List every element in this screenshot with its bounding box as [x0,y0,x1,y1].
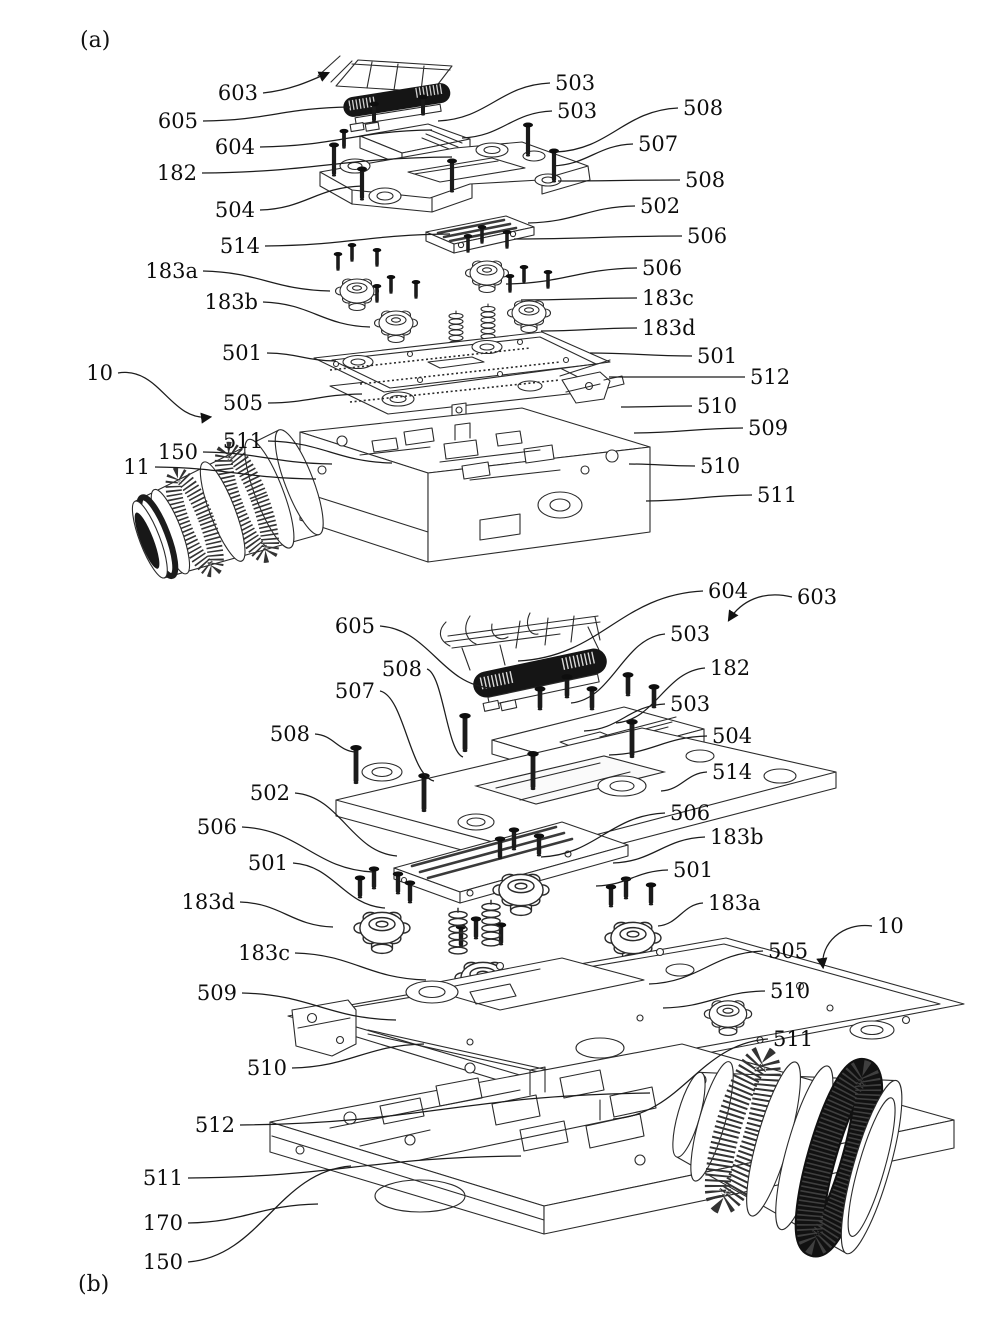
part-label-504-b-50: 504 [712,724,753,748]
part-label-150-a-12: 150 [157,440,198,464]
part-label-511-a-29: 511 [757,483,798,507]
part-label-514-a-5: 514 [219,234,260,258]
part-label-11-a-13: 11 [123,455,150,479]
part-label-604-a-2: 604 [214,135,255,159]
part-label-510-b-40: 510 [246,1056,287,1080]
part-label-507-a-17: 507 [638,132,679,156]
part-label-501-a-24: 501 [697,344,738,368]
part-label-10-a-9: 10 [86,361,113,385]
leader-line-502-a-19 [528,206,635,223]
leader-line-183a-a-6 [203,271,330,291]
leader-line-605-a-1 [203,107,350,121]
leader-line-509-a-27 [634,428,743,433]
leader-line-508-b-33 [315,734,356,752]
panel-b-tag: (b) [78,1272,110,1297]
part-label-603-b-46: 603 [797,585,838,609]
leader-line-183c-b-38 [295,953,426,980]
leader-line-514-a-5 [265,234,450,246]
part-label-502-b-34: 502 [249,781,290,805]
part-label-511-b-59: 511 [773,1027,814,1051]
leader-line-510-a-26 [621,406,692,407]
part-label-510-a-26: 510 [697,394,738,418]
part-label-183a-b-55: 183a [708,891,761,915]
part-label-183c-b-38: 183c [238,941,290,965]
part-label-506-a-21: 506 [642,256,683,280]
part-label-604-b-45: 604 [708,579,749,603]
part-label-510-b-58: 510 [770,979,811,1003]
part-label-511-a-11: 511 [222,429,263,453]
part-label-501-a-8: 501 [221,341,262,365]
part-label-182-a-3: 182 [156,161,197,185]
part-label-183d-a-23: 183d [642,316,696,340]
part-label-506-a-20: 506 [687,224,728,248]
part-label-170-b-43: 170 [142,1211,183,1235]
part-label-508-b-33: 508 [269,722,310,746]
part-label-512-a-25: 512 [750,365,791,389]
leader-line-508-b-31 [427,669,463,757]
leader-line-501-b-54 [596,870,668,886]
part-label-510-a-28: 510 [700,454,741,478]
part-label-605-a-1: 605 [157,109,198,133]
part-label-182-b-48: 182 [710,656,751,680]
part-label-501-b-54: 501 [673,858,714,882]
part-label-183c-a-22: 183c [642,286,694,310]
part-label-512-b-41: 512 [194,1113,235,1137]
leader-line-150-b-44 [188,1166,351,1262]
leader-line-511-a-29 [646,495,752,501]
part-label-603-a-0: 603 [217,81,258,105]
part-label-503-a-14: 503 [555,71,596,95]
leader-line-503-a-15 [462,111,552,138]
part-label-508-a-18: 508 [685,168,726,192]
panel-a-tag: (a) [80,28,111,53]
leader-line-503-a-14 [438,83,550,121]
part-label-503-b-49: 503 [670,692,711,716]
part-label-505-a-10: 505 [222,391,263,415]
leader-line-505-a-10 [268,394,362,403]
panel-a-drawing [120,56,650,597]
part-label-509-a-27: 509 [748,416,789,440]
leader-line-183a-b-55 [658,903,703,926]
part-label-514-b-51: 514 [712,760,753,784]
part-label-506-b-35: 506 [196,815,237,839]
part-label-502-a-19: 502 [640,194,681,218]
part-label-605-b-30: 605 [334,614,375,638]
leader-line-170-b-43 [188,1204,318,1223]
leader-line-10-b-56 [823,926,872,967]
part-label-183a-a-6: 183a [145,259,198,283]
part-label-183b-a-7: 183b [204,290,258,314]
part-label-504-a-4: 504 [214,198,255,222]
part-label-503-a-15: 503 [557,99,598,123]
part-label-511-b-42: 511 [142,1166,183,1190]
leader-line-10-a-9 [118,372,210,417]
part-label-509-b-39: 509 [196,981,237,1005]
panel-b-drawing [270,613,964,1259]
camera-body-a [300,408,650,562]
part-label-183b-b-53: 183b [710,825,764,849]
part-label-150-b-44: 150 [142,1250,183,1274]
leader-line-508-a-18 [558,180,680,181]
part-label-508-a-16: 508 [683,96,724,120]
part-label-507-b-32: 507 [334,679,375,703]
part-label-183d-b-37: 183d [181,890,235,914]
leader-line-183d-a-23 [541,328,637,331]
part-label-506-b-52: 506 [670,801,711,825]
leader-line-504-a-4 [260,186,362,210]
part-label-503-b-47: 503 [670,622,711,646]
part-label-505-b-57: 505 [768,939,809,963]
leader-line-183c-a-22 [521,298,637,300]
part-label-501-b-36: 501 [247,851,288,875]
part-label-10-b-56: 10 [877,914,904,938]
part-label-508-b-31: 508 [381,657,422,681]
leader-line-506-a-20 [514,236,682,239]
leader-line-501-a-24 [590,353,692,356]
leader-line-183d-b-37 [240,902,333,927]
